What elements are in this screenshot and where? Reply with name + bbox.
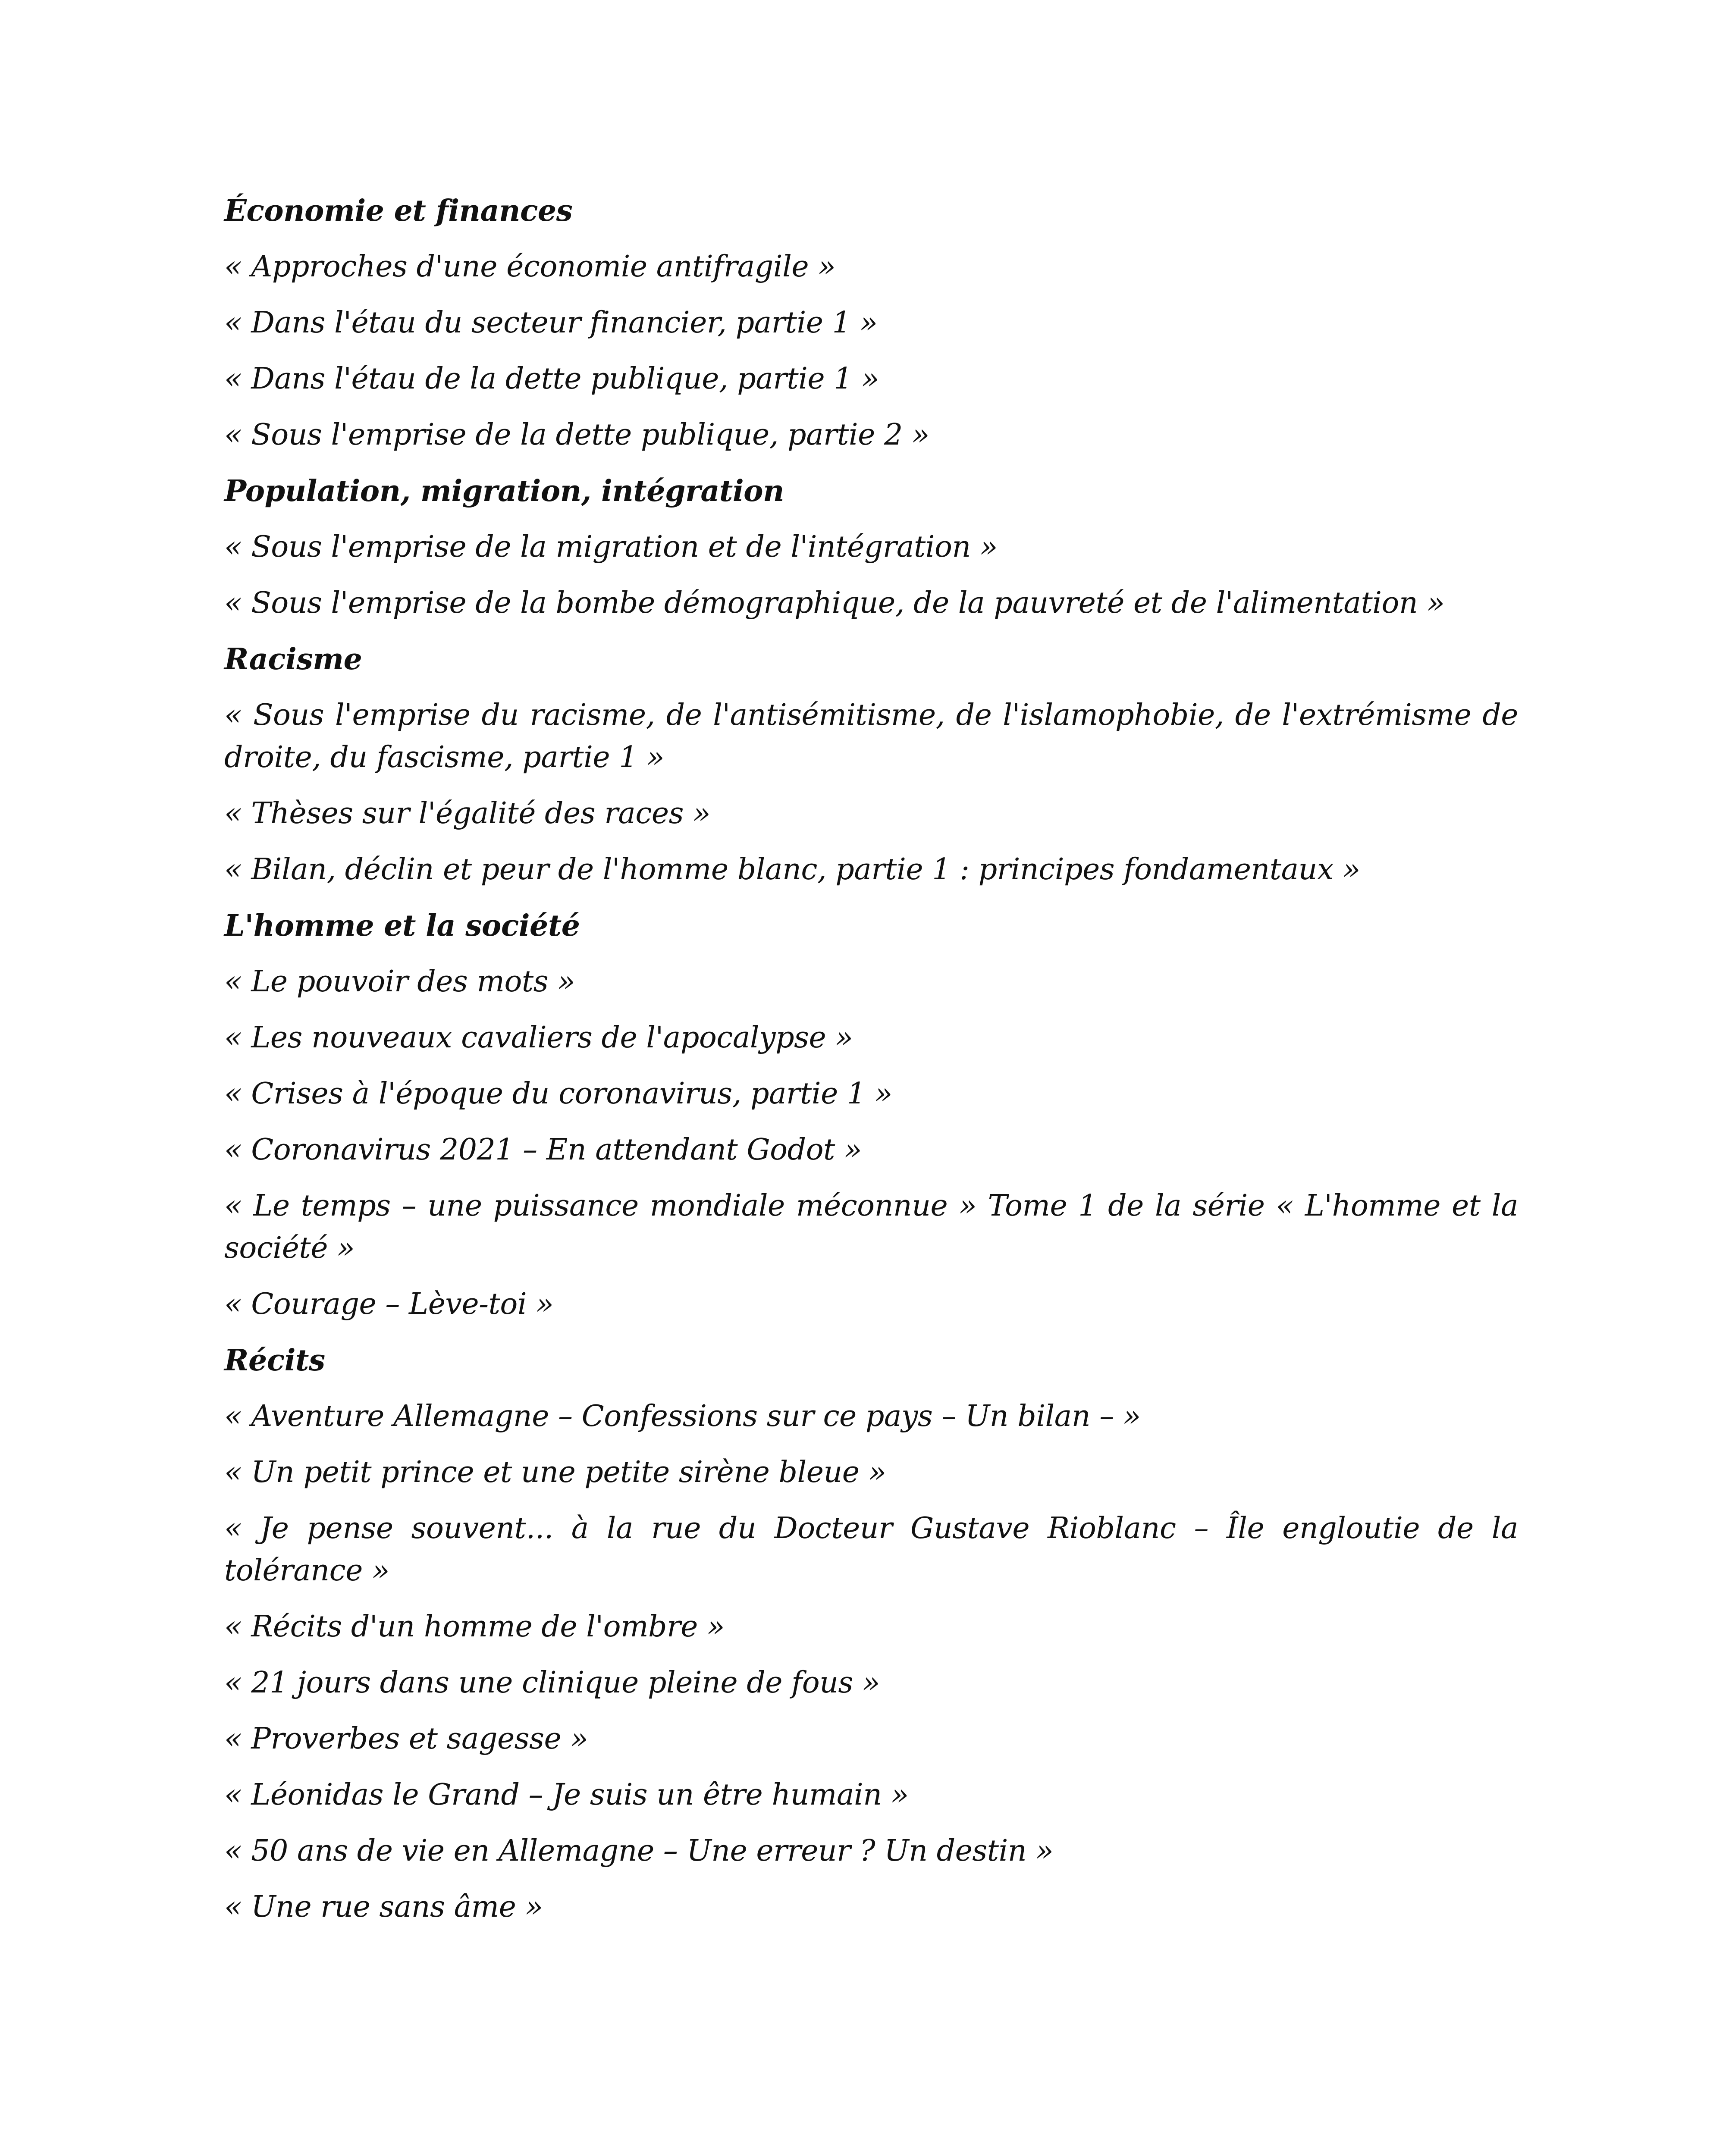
list-item: « Je pense souvent... à la rue du Docteur Gustave Rioblanc – Île engloutie de la tolérance » [224, 1511, 1518, 1588]
list-item: « Coronavirus 2021 – En attendant Godot » [224, 1133, 862, 1167]
list-item: « Le temps – une puissance mondiale méconnue » Tome 1 de la série « L'homme et la société » [224, 1189, 1518, 1265]
section-heading-economie: Économie et finances [224, 194, 573, 228]
list-item: « 21 jours dans une clinique pleine de fous » [224, 1666, 880, 1700]
list-item: « Sous l'emprise de la bombe démographique, de la pauvreté et de l'alimentation » [224, 586, 1445, 620]
list-item: « Aventure Allemagne – Confessions sur ce pays – Un bilan – » [224, 1399, 1141, 1433]
list-item: « Les nouveaux cavaliers de l'apocalypse » [224, 1021, 853, 1055]
book-list [224, 190, 1518, 1928]
list-item: « Approches d'une économie antifragile » [224, 250, 836, 284]
list-item: « Dans l'étau de la dette publique, partie 1 » [224, 362, 879, 396]
list-item: « Dans l'étau du secteur financier, partie 1 » [224, 306, 878, 340]
section-heading-population: Population, migration, intégration [224, 474, 784, 508]
list-item: « Crises à l'époque du coronavirus, partie 1 » [224, 1077, 892, 1111]
list-item: « Récits d'un homme de l'ombre » [224, 1610, 725, 1644]
list-item: « Courage – Lève-toi » [224, 1287, 554, 1321]
section-heading-recits: Récits [224, 1343, 325, 1378]
section-heading-homme-societe: L'homme et la société [224, 909, 580, 943]
list-item: « Sous l'emprise de la dette publique, partie 2 » [224, 418, 929, 452]
list-item: « Sous l'emprise du racisme, de l'antisémitisme, de l'islamophobie, de l'extrémisme de droite, du fascisme, partie 1 » [224, 698, 1518, 774]
section-heading-racisme: Racisme [224, 642, 362, 677]
list-item: « 50 ans de vie en Allemagne – Une erreur ? Un destin » [224, 1834, 1054, 1868]
list-item: « Sous l'emprise de la migration et de l'intégration » [224, 530, 998, 564]
list-item: « Léonidas le Grand – Je suis un être humain » [224, 1778, 909, 1812]
list-item: « Le pouvoir des mots » [224, 965, 575, 999]
list-item: « Proverbes et sagesse » [224, 1722, 588, 1756]
list-item: « Bilan, déclin et peur de l'homme blanc, partie 1 : principes fondamentaux » [224, 852, 1361, 887]
list-item: « Un petit prince et une petite sirène bleue » [224, 1455, 886, 1489]
list-item: « Une rue sans âme » [224, 1890, 543, 1924]
list-item: « Thèses sur l'égalité des races » [224, 796, 711, 830]
